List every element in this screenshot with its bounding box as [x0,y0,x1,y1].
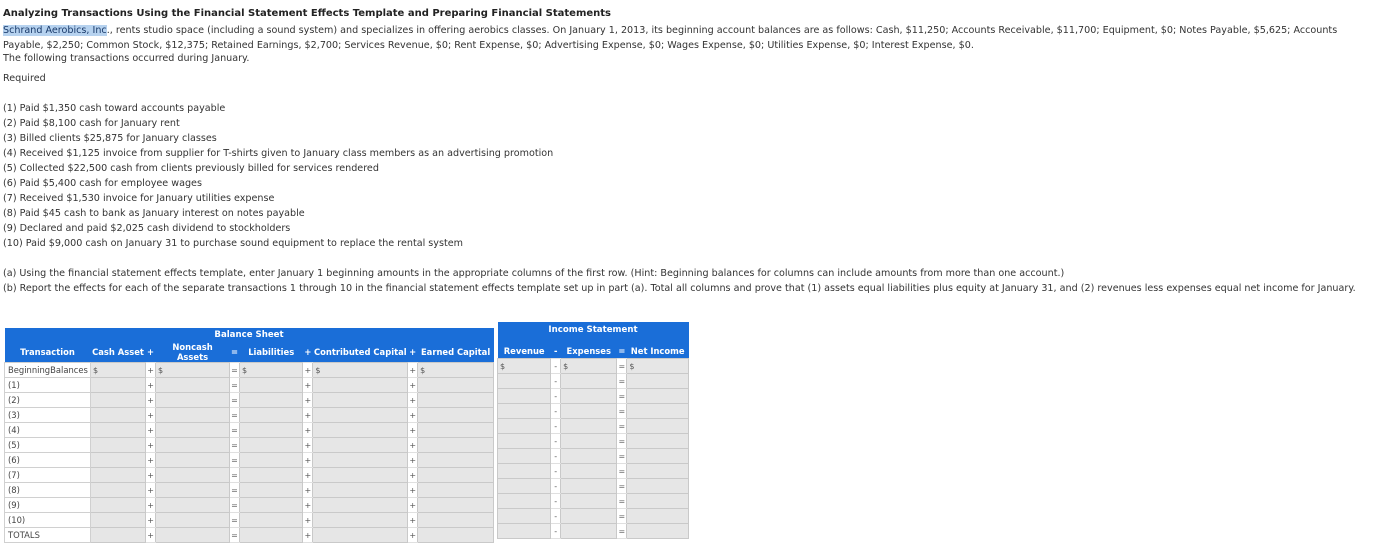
noncash-assets-input[interactable] [156,378,230,393]
operator: + [146,408,156,423]
dollar-sign: $ [500,362,506,371]
earned-capital-input[interactable] [418,483,494,498]
contributed-capital-input[interactable] [313,453,408,468]
operator: + [303,378,313,393]
row-label: (7) [5,468,91,483]
income-statement-row [498,449,689,464]
liabilities-input[interactable] [239,483,302,498]
operator: - [551,509,561,524]
earned-capital-input[interactable] [418,453,494,468]
transaction-item: (7) Received $1,530 invoice for January utilities expense [3,193,275,204]
expenses-input[interactable] [561,389,617,404]
income-statement-row [498,509,689,524]
noncash-assets-input[interactable] [156,393,230,408]
operator: + [303,408,313,423]
income-statement-row [498,419,689,434]
cash-asset-input[interactable] [90,513,145,528]
revenue-input[interactable] [498,524,551,539]
operator: - [551,434,561,449]
operator: = [230,453,240,468]
balance-sheet-row [5,453,494,468]
cash-asset-input[interactable] [90,378,145,393]
operator: + [303,363,313,378]
noncash-assets-input[interactable] [156,483,230,498]
contributed-capital-input[interactable] [313,483,408,498]
earned-capital-input[interactable] [418,528,494,543]
operator: - [551,524,561,539]
revenue-input[interactable] [498,404,551,419]
cash-asset-input[interactable] [90,393,145,408]
balance-sheet-row [5,438,494,453]
earned-capital-input[interactable] [418,393,494,408]
noncash-assets-input[interactable] [156,513,230,528]
operator: + [303,483,313,498]
col-header-noncash-assets: Noncash Assets [172,342,213,362]
revenue-input[interactable] [498,494,551,509]
operator: - [551,359,561,374]
col-header-revenue: Revenue [503,346,545,356]
col-header-earned-capital: Earned Capital [420,347,491,357]
noncash-assets-input[interactable] [156,438,230,453]
contributed-capital-input[interactable] [313,498,408,513]
expenses-input[interactable] [561,434,617,449]
revenue-input[interactable] [498,374,551,389]
operator: + [408,483,418,498]
earned-capital-input[interactable] [418,378,494,393]
liabilities-input[interactable] [239,393,302,408]
liabilities-input[interactable] [239,453,302,468]
revenue-input[interactable] [498,434,551,449]
operator: + [146,513,156,528]
required-label: Required [3,73,46,84]
operator: = [230,483,240,498]
revenue-input[interactable] [498,449,551,464]
operator: - [551,479,561,494]
income-statement-row [498,434,689,449]
cash-asset-input[interactable] [90,498,145,513]
cash-asset-input[interactable] [90,483,145,498]
operator: + [408,408,418,423]
operator: = [230,498,240,513]
operator: = [617,509,627,524]
earned-capital-input[interactable] [418,423,494,438]
net-income-input[interactable] [627,464,689,479]
contributed-capital-input[interactable] [313,363,408,378]
operator: + [146,393,156,408]
intro-text: ., rents studio space (including a sound system) and specializes in offering aerobics classes. On January 1, 2013, its beginning account balances are as follows: Cash, $11,250; Accounts Receivable, $11,700; Equipment, $0; Notes Payable, $5,625; Accounts Payable, $2,250; Common Stock, $12,375; Retained Earnings, $2,700; Services Revenue, $0; Rent Expense, $0; Advertising Expense, $0; Wages Expense, $0; Utilities Expense, $0; Interest Expense, $0. [3,25,1338,51]
contributed-capital-input[interactable] [313,378,408,393]
operator: = [617,524,627,539]
row-label: (2) [5,393,91,408]
row-label: (8) [5,483,91,498]
operator: = [230,468,240,483]
noncash-assets-input[interactable] [156,528,230,543]
liabilities-input[interactable] [239,363,302,378]
row-label: (4) [5,423,91,438]
liabilities-input[interactable] [239,423,302,438]
revenue-input[interactable] [498,464,551,479]
operator: + [146,468,156,483]
net-income-input[interactable] [627,494,689,509]
expenses-input[interactable] [561,509,617,524]
contributed-capital-input[interactable] [313,468,408,483]
operator: + [146,528,156,543]
operator: = [617,494,627,509]
row-label: (1) [5,378,91,393]
operator: + [303,468,313,483]
net-income-input[interactable] [627,479,689,494]
row-label: (6) [5,453,91,468]
operator: + [146,453,156,468]
operator: + [408,393,418,408]
col-header-operator: + [304,347,312,357]
transaction-item: (1) Paid $1,350 cash toward accounts payable [3,103,226,114]
operator: + [408,423,418,438]
balance-sheet-row [5,528,494,543]
operator: = [617,464,627,479]
net-income-input[interactable] [627,374,689,389]
operator: + [146,363,156,378]
net-income-input[interactable] [627,434,689,449]
operator: = [617,449,627,464]
operator: + [146,498,156,513]
cash-asset-input[interactable] [90,363,145,378]
liabilities-input[interactable] [239,378,302,393]
contributed-capital-input[interactable] [313,513,408,528]
operator: + [146,483,156,498]
earned-capital-input[interactable] [418,408,494,423]
transaction-item: (5) Collected $22,500 cash from clients previously billed for services rendered [3,163,379,174]
row-label: (5) [5,438,91,453]
transaction-item: (6) Paid $5,400 cash for employee wages [3,178,202,189]
balance-sheet-row [5,483,494,498]
liabilities-input[interactable] [239,528,302,543]
balance-sheet-row [5,468,494,483]
expenses-input[interactable] [561,419,617,434]
noncash-assets-input[interactable] [156,408,230,423]
operator: + [408,528,418,543]
col-header-liabilities: Liabilities [248,347,295,357]
cash-asset-input[interactable] [90,438,145,453]
contributed-capital-input[interactable] [313,408,408,423]
col-header-operator: = [230,347,238,357]
operator: + [303,438,313,453]
following-text: The following transactions occurred during January. [3,53,250,64]
net-income-input[interactable] [627,389,689,404]
operator: = [617,359,627,374]
contributed-capital-input[interactable] [313,393,408,408]
income-statement-row [498,359,689,374]
row-label: BeginningBalances [5,363,91,378]
col-header-contributed-capital: Contributed Capital [313,347,407,357]
operator: - [551,464,561,479]
operator: + [408,498,418,513]
operator: + [408,363,418,378]
operator: = [617,404,627,419]
cash-asset-input[interactable] [90,453,145,468]
operator: - [551,404,561,419]
dollar-sign: $ [241,366,248,375]
dollar-sign: $ [158,366,164,375]
dollar-sign: $ [315,366,321,375]
operator: = [230,423,240,438]
operator: + [303,423,313,438]
noncash-assets-input[interactable] [156,423,230,438]
balance-sheet-row [5,408,494,423]
col-header-operator: + [147,347,155,357]
operator: + [303,453,313,468]
income-statement-title: Income Statement [548,325,638,335]
income-statement-row [498,464,689,479]
operator: = [230,528,240,543]
col-header-net-income: Net Income [630,346,685,356]
expenses-input[interactable] [561,524,617,539]
noncash-assets-input[interactable] [156,363,230,378]
earned-capital-input[interactable] [418,498,494,513]
contributed-capital-input[interactable] [313,423,408,438]
operator: + [408,378,418,393]
cash-asset-input[interactable] [90,468,145,483]
dollar-sign: $ [629,362,635,371]
income-statement-row [498,524,689,539]
income-statement-table [497,322,689,539]
income-statement-row [498,494,689,509]
earned-capital-input[interactable] [418,438,494,453]
operator: + [303,393,313,408]
income-statement-row [498,479,689,494]
operator: = [230,393,240,408]
cash-asset-input[interactable] [90,423,145,438]
row-label: (9) [5,498,91,513]
expenses-input[interactable] [561,464,617,479]
operator: - [551,389,561,404]
transaction-item: (4) Received $1,125 invoice from supplier for T-shirts given to January class members as an advertising promotion [3,148,554,159]
operator: + [408,513,418,528]
col-header-expenses: Expenses [566,346,611,356]
balance-sheet-row [5,393,494,408]
operator: - [551,449,561,464]
expenses-input[interactable] [561,494,617,509]
liabilities-input[interactable] [239,513,302,528]
balance-sheet-row [5,363,494,378]
row-label: (3) [5,408,91,423]
liabilities-input[interactable] [239,408,302,423]
operator: = [617,389,627,404]
liabilities-input[interactable] [239,498,302,513]
net-income-input[interactable] [627,449,689,464]
liabilities-input[interactable] [239,438,302,453]
income-statement-row [498,374,689,389]
operator: = [230,438,240,453]
part-a-text: (a) Using the financial statement effects template, enter January 1 beginning amounts in the appropriate columns of the first row. (Hint: Beginning balances for columns can include amounts from more than one account.) [3,268,1065,279]
net-income-input[interactable] [627,419,689,434]
noncash-assets-input[interactable] [156,453,230,468]
net-income-input[interactable] [627,404,689,419]
operator: - [551,374,561,389]
transaction-item: (8) Paid $45 cash to bank as January interest on notes payable [3,208,305,219]
operator: + [408,438,418,453]
expenses-input[interactable] [561,449,617,464]
net-income-input[interactable] [627,509,689,524]
cash-asset-input[interactable] [90,528,145,543]
operator: + [408,468,418,483]
balance-sheet-row [5,513,494,528]
balance-sheet-row [5,378,494,393]
balance-sheet-title: Balance Sheet [214,330,284,340]
highlighted-company-name: Schrand Aerobics, Inc [3,25,107,36]
expenses-input[interactable] [561,404,617,419]
operator: = [230,378,240,393]
revenue-input[interactable] [498,479,551,494]
balance-sheet-row [5,423,494,438]
operator: = [617,479,627,494]
col-header-operator: - [553,346,558,356]
income-statement-row [498,389,689,404]
operator: - [551,419,561,434]
operator: + [303,498,313,513]
operator: + [303,528,313,543]
net-income-input[interactable] [627,524,689,539]
col-header-cash-asset: Cash Asset [92,347,144,357]
dollar-sign: $ [420,366,426,375]
balance-sheet-row [5,498,494,513]
contributed-capital-input[interactable] [313,528,408,543]
transaction-item: (2) Paid $8,100 cash for January rent [3,118,180,129]
noncash-assets-input[interactable] [156,498,230,513]
operator: + [303,513,313,528]
liabilities-input[interactable] [239,468,302,483]
operator: + [146,423,156,438]
noncash-assets-input[interactable] [156,468,230,483]
expenses-input[interactable] [561,479,617,494]
dollar-sign: $ [92,366,99,375]
row-label: TOTALS [5,528,91,543]
part-b-text: (b) Report the effects for each of the separate transactions 1 through 10 in the financial statement effects template set up in part (a). Total all columns and prove that (1) assets equal liabilities plus equity at January 31, and (2) revenues less expenses equal net income for January. [3,283,1356,294]
earned-capital-input[interactable] [418,513,494,528]
contributed-capital-input[interactable] [313,438,408,453]
earned-capital-input[interactable] [418,363,494,378]
col-header-transaction: Transaction [20,347,75,357]
col-header-operator: = [618,346,626,356]
operator: - [551,494,561,509]
transaction-item: (10) Paid $9,000 cash on January 31 to purchase sound equipment to replace the rental system [3,238,463,249]
page-title: Analyzing Transactions Using the Financial Statement Effects Template and Preparing Financial Statements [3,8,612,19]
operator: + [146,438,156,453]
operator: = [230,363,240,378]
operator: = [617,374,627,389]
expenses-input[interactable] [561,374,617,389]
cash-asset-input[interactable] [90,408,145,423]
income-statement-row [498,404,689,419]
operator: + [408,453,418,468]
transaction-item: (3) Billed clients $25,875 for January classes [3,133,217,144]
revenue-input[interactable] [498,389,551,404]
net-income-input[interactable] [627,359,689,374]
col-header-operator: + [409,347,417,357]
revenue-input[interactable] [498,359,551,374]
balance-sheet-table [4,328,494,543]
revenue-input[interactable] [498,419,551,434]
expenses-input[interactable] [561,359,617,374]
transaction-item: (9) Declared and paid $2,025 cash dividend to stockholders [3,223,291,234]
operator: = [230,513,240,528]
row-label: (10) [5,513,91,528]
operator: + [146,378,156,393]
operator: = [230,408,240,423]
revenue-input[interactable] [498,509,551,524]
dollar-sign: $ [563,362,569,371]
earned-capital-input[interactable] [418,468,494,483]
problem-intro [3,23,1373,53]
operator: = [617,434,627,449]
operator: = [617,419,627,434]
